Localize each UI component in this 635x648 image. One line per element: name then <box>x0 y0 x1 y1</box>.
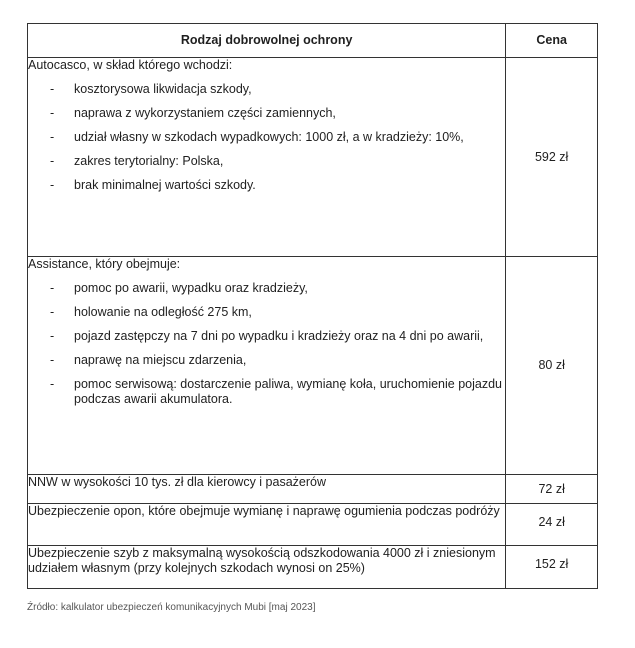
row-description <box>28 257 506 475</box>
row-intro: Autocasco, w skład którego wchodzi: <box>28 58 233 72</box>
row-price: 80 zł <box>506 257 598 475</box>
row-description: Ubezpieczenie szyb z maksymalną wysokością odszkodowania 4000 zł i zniesionym udziałem własnym (przy kolejnych szkodach wynosi on 25%) <box>28 546 506 589</box>
table-row <box>28 504 598 546</box>
row-intro: Assistance, który obejmuje: <box>28 257 181 271</box>
row-description: Ubezpieczenie opon, które obejmuje wymianę i naprawę ogumienia podczas podróży <box>28 504 506 546</box>
table-row <box>28 58 598 257</box>
list-item: - holowanie na odległość 275 km, <box>50 305 252 319</box>
source-note: Źródło: kalkulator ubezpieczeń komunikacyjnych Mubi [maj 2023] <box>27 602 316 613</box>
list-item: - zakres terytorialny: Polska, <box>50 154 224 168</box>
list-item: - pomoc po awarii, wypadku oraz kradzieży, <box>50 281 308 295</box>
table-row <box>28 475 598 504</box>
feature-list <box>28 281 505 407</box>
insurance-table <box>27 23 598 589</box>
list-item: - kosztorysowa likwidacja szkody, <box>50 82 252 96</box>
list-item: - pomoc serwisową: dostarczenie paliwa, wymianę koła, uruchomienie pojazdu podczas awarii akumulatora. <box>50 377 502 406</box>
list-item: - naprawa z wykorzystaniem części zamiennych, <box>50 106 336 120</box>
row-price: 24 zł <box>506 504 598 546</box>
table-row <box>28 257 598 475</box>
list-item: - pojazd zastępczy na 7 dni po wypadku i kradzieży oraz na 4 dni po awarii, <box>50 329 484 343</box>
row-description: NNW w wysokości 10 tys. zł dla kierowcy i pasażerów <box>28 475 506 504</box>
row-price: 592 zł <box>506 58 598 257</box>
feature-list <box>28 82 505 193</box>
row-description <box>28 58 506 257</box>
row-price: 72 zł <box>506 475 598 504</box>
header-coverage-type: Rodzaj dobrowolnej ochrony <box>28 24 506 58</box>
list-item: - naprawę na miejscu zdarzenia, <box>50 353 247 367</box>
table-header-row <box>28 24 598 58</box>
row-price: 152 zł <box>506 546 598 589</box>
list-item: - udział własny w szkodach wypadkowych: 1000 zł, a w kradzieży: 10%, <box>50 130 464 144</box>
header-price: Cena <box>506 24 598 58</box>
table-row <box>28 546 598 589</box>
list-item: - brak minimalnej wartości szkody. <box>50 178 256 192</box>
